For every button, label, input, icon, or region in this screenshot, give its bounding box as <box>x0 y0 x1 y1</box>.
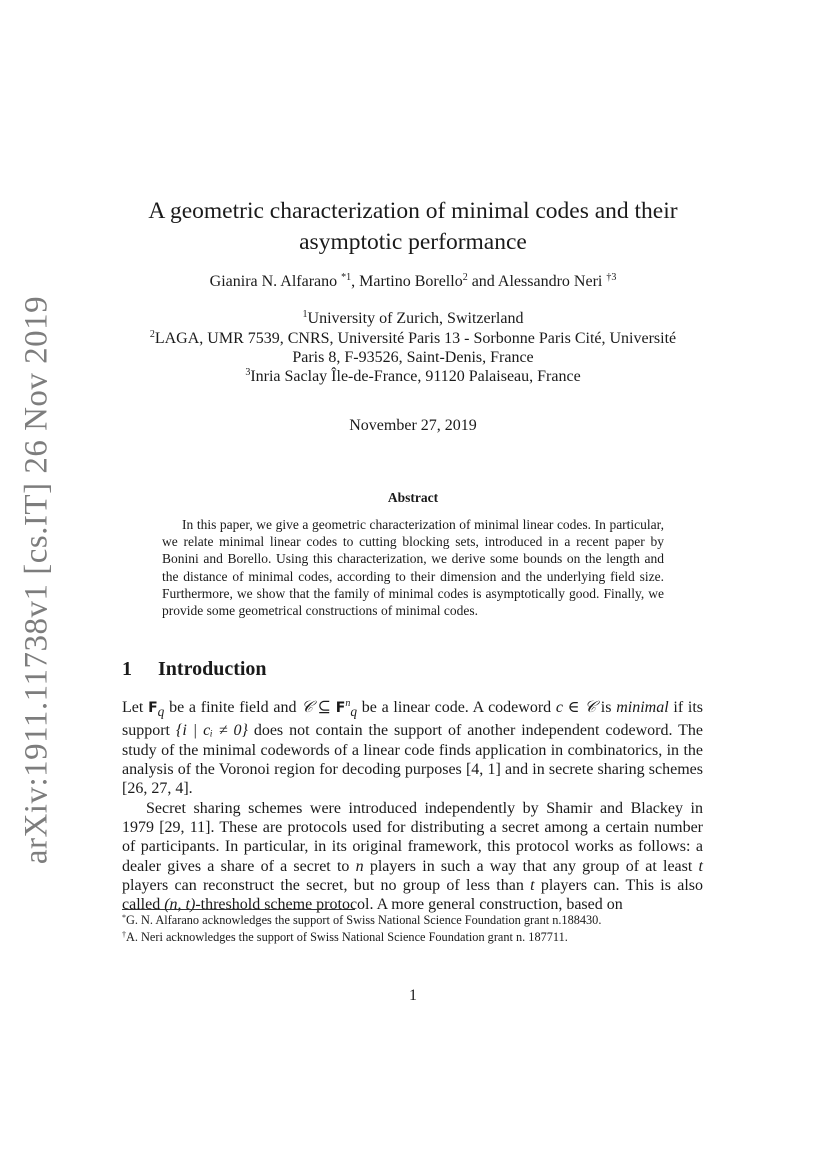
title-line-1: A geometric characterization of minimal codes and their <box>148 198 678 224</box>
title-line-2: asymptotic performance <box>299 229 527 255</box>
body-text <box>122 698 703 914</box>
author-neri-marks: †3 <box>606 272 617 283</box>
footnote-2: †A. Neri acknowledges the support of Swiss National Science Foundation grant n. 187711. <box>122 930 568 944</box>
affiliation-1: $^1$University of Zurich, Switzerland <box>302 309 524 327</box>
arxiv-identifier-stamp <box>12 295 62 865</box>
affiliation-2-continued: Paris 8, F-93526, Saint-Denis, France <box>292 349 534 366</box>
paragraph-1: Let $F_q$ be a finite field and 𝒞 ⊆ $F^n_q$ be a linear code. A codeword c ∈ 𝒞 is minimal if its support {i | cᵢ ≠ 0} does not contain the support of another independent codeword. The study of the minimal codewords of a linear code finds application in combinatorics, in the analysis of the Voronoi region for decoding purposes [4, 1] and in secrete sharing schemes [26, 27, 4]. <box>122 698 704 798</box>
footnote-divider <box>122 909 355 910</box>
author-neri: and Alessandro Neri <box>467 273 603 290</box>
publication-date: November 27, 2019 <box>349 417 477 434</box>
author-alfarano-marks: *1 <box>341 272 352 283</box>
section-title: Introduction <box>158 658 267 680</box>
page-number: 1 <box>409 987 417 1004</box>
section-number: 1 <box>122 658 132 680</box>
footnote-1: *G. N. Alfarano acknowledges the support of Swiss National Science Foundation grant n.188430. <box>122 913 602 927</box>
paragraph-2: Secret sharing schemes were introduced independently by Shamir and Blackey in 1979 [29, 11]. These are protocols used for distributing a secret among a certain number of participants. In particular, in its original framework, this protocol works as follows: a dealer gives a share of a secret to n players in such a way that any group of at least t players can reconstruct the secret, but no group of less than t players can. This is also called (n, t)-threshold scheme protocol. A more general construction, based on <box>122 799 704 914</box>
emphasis-minimal: minimal <box>616 699 669 716</box>
affiliation-3: $^3$Inria Saclay Île-de-France, 91120 Palaiseau, France <box>245 367 581 385</box>
author-list <box>0 273 826 291</box>
author-alfarano: Gianira N. Alfarano <box>209 273 338 290</box>
author-borello: , Martino Borello <box>351 273 463 290</box>
abstract-heading: Abstract <box>387 490 439 505</box>
paper-title <box>0 196 826 258</box>
affiliation-2: $^2$LAGA, UMR 7539, CNRS, Université Paris 13 - Sorbonne Paris Cité, Université <box>149 329 677 347</box>
author-borello-marks: 2 <box>462 272 468 283</box>
section-heading <box>122 658 267 681</box>
arxiv-stamp-text: arXiv:1911.11738v1 [cs.IT] 26 Nov 2019 <box>18 295 55 865</box>
abstract-text: In this paper, we give a geometric characterization of minimal linear codes. In particular, we relate minimal linear codes to cutting blocking sets, introduced in a recent paper by Bonini and Borello. Using this characterization, we derive some bounds on the length and the distance of minimal codes, according to their dimension and the underlying field size. Furthermore, we show that the family of minimal codes is asymptotically good. Finally, we provide some geometrical constructions of minimal codes. <box>162 517 664 619</box>
abstract-body <box>162 516 664 619</box>
